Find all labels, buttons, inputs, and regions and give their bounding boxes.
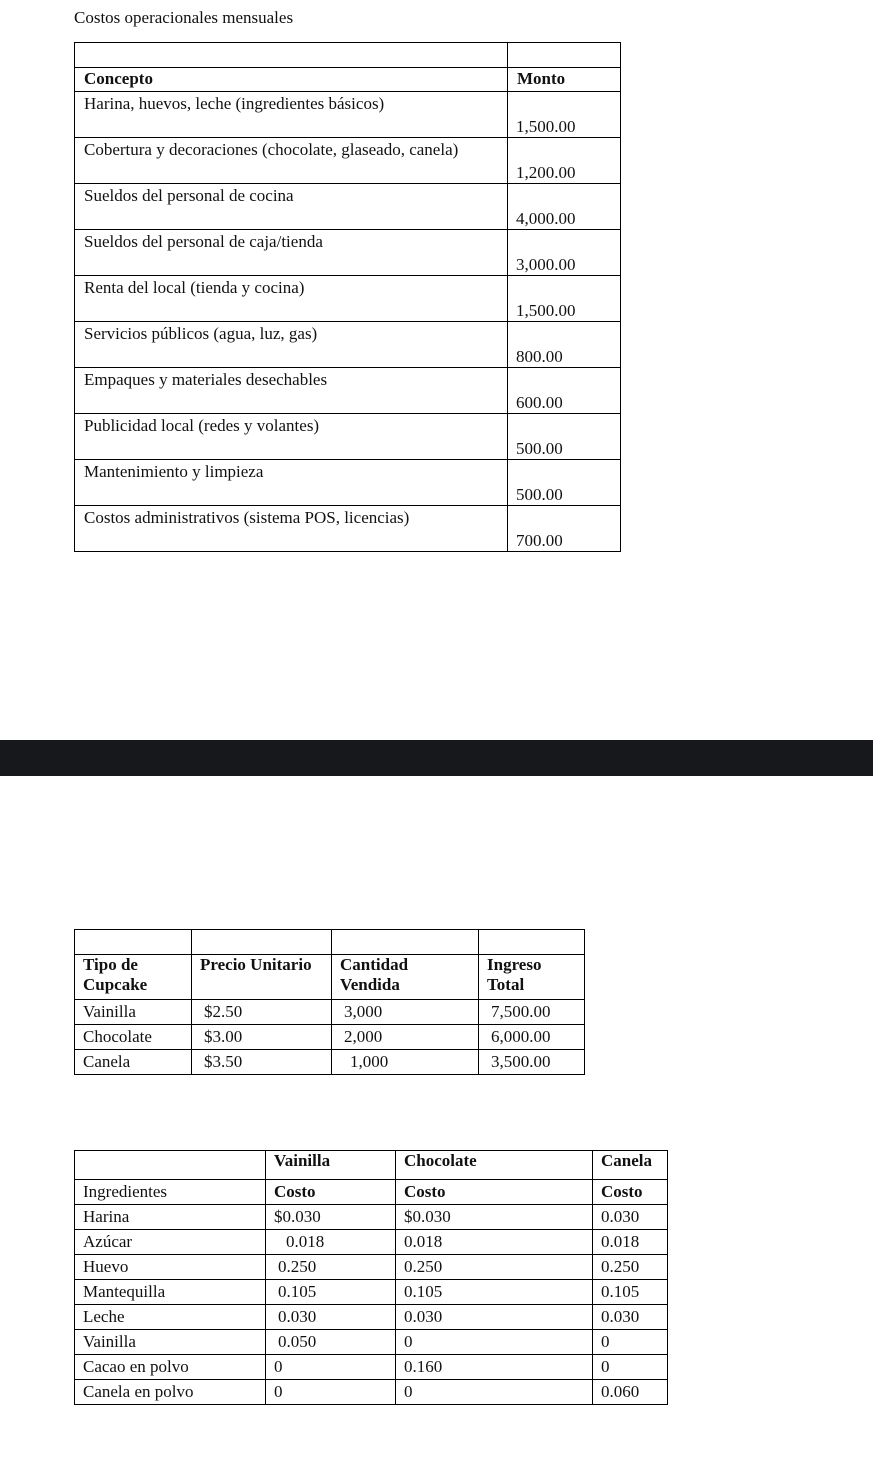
table-row bbox=[75, 460, 621, 506]
concept-cell: Costos administrativos (sistema POS, licencias) bbox=[84, 508, 410, 527]
header-price: Precio Unitario bbox=[192, 955, 332, 1000]
sales-table bbox=[74, 929, 585, 1075]
amount-cell: 800.00 bbox=[516, 347, 563, 367]
chocolate-cost-cell: 0.018 bbox=[396, 1230, 593, 1255]
table-row bbox=[75, 1305, 668, 1330]
table-row bbox=[75, 506, 621, 552]
chocolate-cost-cell: 0.030 bbox=[396, 1305, 593, 1330]
table-row bbox=[75, 1330, 668, 1355]
flavor-chocolate: Chocolate bbox=[396, 1151, 593, 1180]
header-type: Tipo de Cupcake bbox=[75, 955, 192, 1000]
table-row bbox=[75, 1000, 585, 1025]
chocolate-cost-cell: $0.030 bbox=[396, 1205, 593, 1230]
chocolate-cost-cell: 0.105 bbox=[396, 1280, 593, 1305]
flavor-vainilla: Vainilla bbox=[266, 1151, 396, 1180]
income-cell: 3,500.00 bbox=[479, 1050, 585, 1075]
concept-cell: Servicios públicos (agua, luz, gas) bbox=[84, 324, 318, 343]
ingredient-cell: Leche bbox=[75, 1305, 266, 1330]
price-cell: $3.00 bbox=[192, 1025, 332, 1050]
price-cell: $2.50 bbox=[192, 1000, 332, 1025]
header-concept: Concepto bbox=[84, 69, 153, 88]
table-row bbox=[75, 368, 621, 414]
table-row bbox=[75, 1050, 585, 1075]
ingredient-cell: Huevo bbox=[75, 1255, 266, 1280]
table-row bbox=[75, 92, 621, 138]
concept-cell: Harina, huevos, leche (ingredientes básicos) bbox=[84, 94, 385, 113]
concept-cell: Empaques y materiales desechables bbox=[84, 370, 328, 389]
flavor-canela: Canela bbox=[593, 1151, 668, 1180]
table-row bbox=[75, 322, 621, 368]
table-row bbox=[75, 414, 621, 460]
chocolate-cost-cell: 0.250 bbox=[396, 1255, 593, 1280]
table-row bbox=[75, 184, 621, 230]
table-row bbox=[75, 1025, 585, 1050]
page-divider bbox=[0, 740, 873, 776]
ingredient-cell: Harina bbox=[75, 1205, 266, 1230]
concept-cell: Mantenimiento y limpieza bbox=[84, 462, 264, 481]
ingredient-cell: Vainilla bbox=[75, 1330, 266, 1355]
cost-header: Costo bbox=[396, 1180, 593, 1205]
table-row bbox=[75, 230, 621, 276]
header-qty: Cantidad Vendida bbox=[332, 955, 479, 1000]
amount-cell: 600.00 bbox=[516, 393, 563, 413]
canela-cost-cell: 0.060 bbox=[593, 1380, 668, 1405]
qty-cell: 1,000 bbox=[332, 1050, 479, 1075]
amount-cell: 1,500.00 bbox=[516, 301, 576, 321]
ingredient-cell: Cacao en polvo bbox=[75, 1355, 266, 1380]
canela-cost-cell: 0 bbox=[593, 1355, 668, 1380]
table-row bbox=[75, 1380, 668, 1405]
chocolate-cost-cell: 0 bbox=[396, 1380, 593, 1405]
price-cell: $3.50 bbox=[192, 1050, 332, 1075]
income-cell: 7,500.00 bbox=[479, 1000, 585, 1025]
type-cell: Chocolate bbox=[75, 1025, 192, 1050]
amount-cell: 500.00 bbox=[516, 439, 563, 459]
vainilla-cost-cell: 0.018 bbox=[266, 1230, 396, 1255]
canela-cost-cell: 0 bbox=[593, 1330, 668, 1355]
amount-cell: 3,000.00 bbox=[516, 255, 576, 275]
header-amount: Monto bbox=[517, 69, 566, 88]
table-row bbox=[75, 276, 621, 322]
qty-cell: 3,000 bbox=[332, 1000, 479, 1025]
table-row bbox=[75, 1205, 668, 1230]
cost-header: Costo bbox=[593, 1180, 668, 1205]
page-title: Costos operacionales mensuales bbox=[74, 8, 294, 27]
table-row bbox=[75, 1280, 668, 1305]
chocolate-cost-cell: 0 bbox=[396, 1330, 593, 1355]
amount-cell: 4,000.00 bbox=[516, 209, 576, 229]
table-row bbox=[75, 1355, 668, 1380]
canela-cost-cell: 0.105 bbox=[593, 1280, 668, 1305]
canela-cost-cell: 0.030 bbox=[593, 1305, 668, 1330]
table-row bbox=[75, 1255, 668, 1280]
ingredient-cell: Mantequilla bbox=[75, 1280, 266, 1305]
ingredient-cell: Canela en polvo bbox=[75, 1380, 266, 1405]
cost-header: Costo bbox=[266, 1180, 396, 1205]
ingredient-cost-table bbox=[74, 1150, 668, 1405]
vainilla-cost-cell: 0.105 bbox=[266, 1280, 396, 1305]
table-row bbox=[75, 1230, 668, 1255]
concept-cell: Sueldos del personal de cocina bbox=[84, 186, 294, 205]
vainilla-cost-cell: 0.030 bbox=[266, 1305, 396, 1330]
canela-cost-cell: 0.250 bbox=[593, 1255, 668, 1280]
concept-cell: Sueldos del personal de caja/tienda bbox=[84, 232, 323, 251]
ingredients-header: Ingredientes bbox=[75, 1180, 266, 1205]
canela-cost-cell: 0.030 bbox=[593, 1205, 668, 1230]
canela-cost-cell: 0.018 bbox=[593, 1230, 668, 1255]
vainilla-cost-cell: $0.030 bbox=[266, 1205, 396, 1230]
vainilla-cost-cell: 0.050 bbox=[266, 1330, 396, 1355]
amount-cell: 500.00 bbox=[516, 485, 563, 505]
vainilla-cost-cell: 0.250 bbox=[266, 1255, 396, 1280]
amount-cell: 700.00 bbox=[516, 531, 563, 551]
vainilla-cost-cell: 0 bbox=[266, 1355, 396, 1380]
chocolate-cost-cell: 0.160 bbox=[396, 1355, 593, 1380]
header-income: Ingreso Total bbox=[479, 955, 585, 1000]
type-cell: Canela bbox=[75, 1050, 192, 1075]
concept-cell: Publicidad local (redes y volantes) bbox=[84, 416, 320, 435]
ingredient-cell: Azúcar bbox=[75, 1230, 266, 1255]
income-cell: 6,000.00 bbox=[479, 1025, 585, 1050]
qty-cell: 2,000 bbox=[332, 1025, 479, 1050]
amount-cell: 1,500.00 bbox=[516, 117, 576, 137]
table-row bbox=[75, 138, 621, 184]
amount-cell: 1,200.00 bbox=[516, 163, 576, 183]
vainilla-cost-cell: 0 bbox=[266, 1380, 396, 1405]
type-cell: Vainilla bbox=[75, 1000, 192, 1025]
operational-costs-table bbox=[74, 42, 621, 552]
concept-cell: Renta del local (tienda y cocina) bbox=[84, 278, 305, 297]
concept-cell: Cobertura y decoraciones (chocolate, glaseado, canela) bbox=[84, 140, 459, 159]
